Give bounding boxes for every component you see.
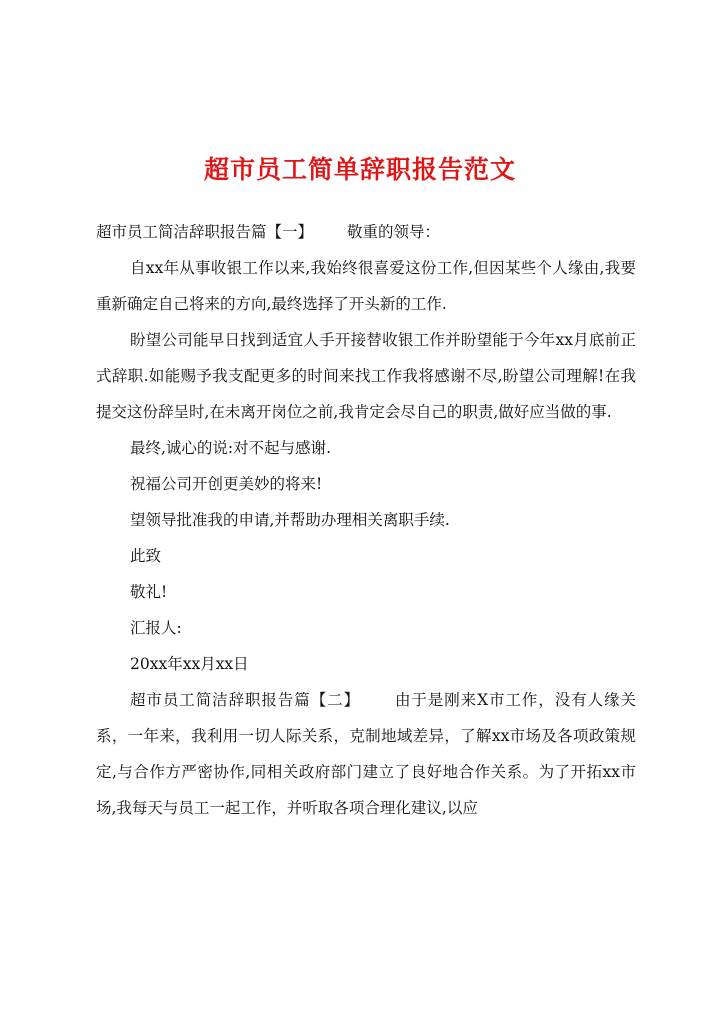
closing-salute: 敬礼! [130, 583, 168, 601]
closing-phrase: 此致 [130, 547, 162, 565]
paragraph-wishes: 祝福公司开创更美妙的将来! [130, 475, 323, 493]
paragraph-approval: 望领导批准我的申请,并帮助办理相关离职手续. [130, 511, 450, 529]
section-two-heading: 超市员工简洁辞职报告篇【二】 [130, 691, 361, 709]
section-two-body: 由于是刚来X市工作，没有人缘关系，一年来，我利用一切人际关系，克制地域差异，了解xx市场及各项政策规定,与合作方严密协作,同相关政府部门建立了良好地合作关系。为了开拓xx市场,我每天与员工一起工作，并听取各项合理化建议,以应 [96, 691, 636, 817]
paragraph-reason: 自xx年从事收银工作以来,我始终很喜爱这份工作,但因某些个人缘由,我要重新确定自己将来的方向,最终选择了开头新的工作. [96, 259, 636, 313]
section-one-heading: 超市员工简洁辞职报告篇【一】 [96, 223, 314, 241]
section-two-paragraph [96, 682, 636, 826]
paragraph-apology: 最终,诚心的说:对不起与感谢. [130, 439, 332, 457]
document-body [96, 214, 636, 826]
signature-label: 汇报人: [130, 619, 182, 637]
salutation: 敬重的领导： [347, 223, 441, 241]
document-title: 超市员工简单辞职报告范文 [203, 155, 516, 184]
paragraph-request: 盼望公司能早日找到适宜人手开接替收银工作并盼望能于今年xx月底前正式辞职.如能赐予我支配更多的时间来找工作我将感谢不尽,盼望公司理解!在我提交这份辞呈时,在未离开岗位之前,我肯定会尽自己的职责,做好应当做的事. [96, 331, 636, 421]
date-line: 20xx年xx月xx日 [130, 655, 249, 673]
section-one-heading-paragraph [96, 214, 636, 250]
